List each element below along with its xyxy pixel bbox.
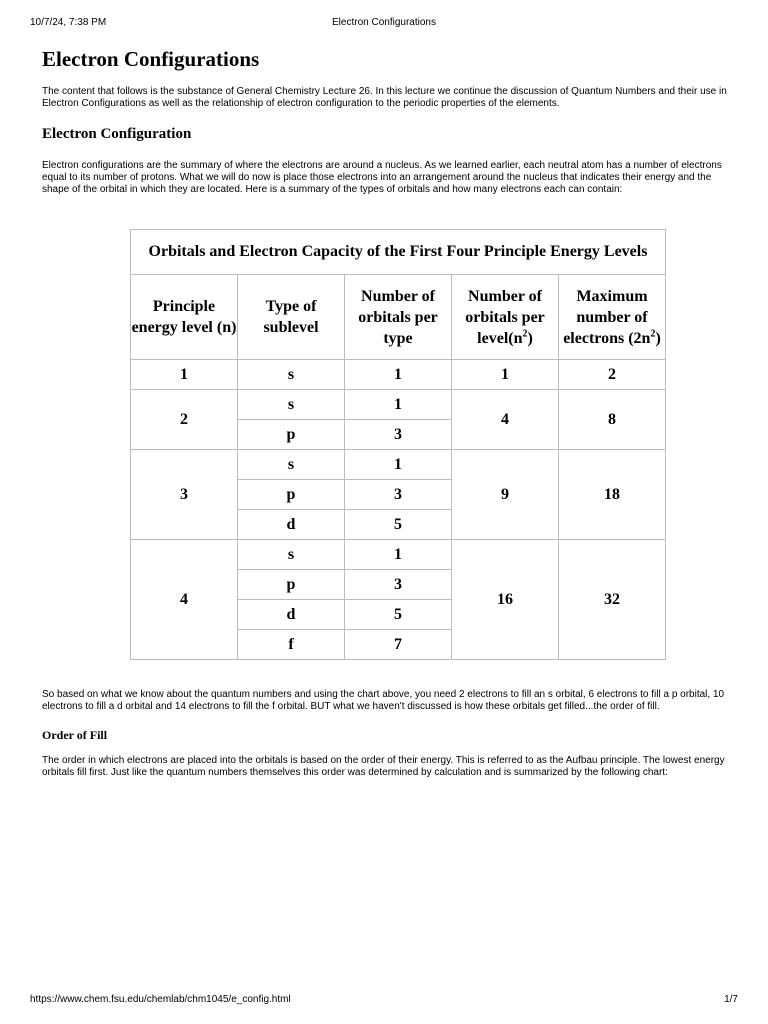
header-max-electrons — [559, 275, 666, 360]
orbitals-per-type-cell: 3 — [345, 480, 452, 510]
table-caption: Orbitals and Electron Capacity of the First Four Principle Energy Levels — [131, 230, 666, 275]
table-row — [131, 360, 666, 390]
after-table-paragraph: So based on what we know about the quantum numbers and using the chart above, you need 2 electrons to fill an s orbital, 6 electrons to fill a p orbital, 10 electrons to fill a d orbital and 14 electrons to fill the f orbital. BUT what we haven't discussed is how these orbitals get filled...the order of fill. — [42, 689, 725, 712]
orbitals-per-type-cell: 7 — [345, 630, 452, 660]
header-orbitals-per-level-sup: 2 — [522, 328, 528, 340]
orbitals-per-level-cell: 4 — [452, 390, 559, 450]
page-title: Electron Configurations — [42, 47, 260, 71]
sublevel-cell: p — [238, 480, 345, 510]
orbitals-per-type-cell: 1 — [345, 360, 452, 390]
sublevel-cell: p — [238, 420, 345, 450]
orbitals-per-type-cell: 1 — [345, 540, 452, 570]
sublevel-cell: s — [238, 450, 345, 480]
orbital-capacity-table — [130, 229, 666, 660]
sublevel-cell: s — [238, 390, 345, 420]
header-orbitals-per-level-text: Number of orbitals per level(n — [465, 287, 545, 347]
header-principle-energy-level: Principle energy level (n) — [131, 275, 238, 360]
print-page-number: 1/7 — [724, 994, 738, 1005]
max-electrons-cell: 18 — [559, 450, 666, 540]
header-max-electrons-sup: 2 — [650, 328, 656, 340]
sublevel-cell: d — [238, 600, 345, 630]
print-url: https://www.chem.fsu.edu/chemlab/chm1045/e_config.html — [30, 994, 291, 1005]
print-page-title: Electron Configurations — [332, 17, 436, 28]
section-heading-electron-configuration: Electron Configuration — [42, 126, 192, 142]
header-max-electrons-end: ) — [655, 329, 661, 347]
order-of-fill-paragraph: The order in which electrons are placed into the orbitals is based on the order of their energy. This is referred to as the Aufbau principle. The lowest energy orbitals fill first. Just like the quantum numbers themselves this order was determined by calculation and is summarized by the following chart: — [42, 755, 725, 778]
max-electrons-cell: 2 — [559, 360, 666, 390]
table-row — [131, 540, 666, 570]
orbitals-per-type-cell: 1 — [345, 390, 452, 420]
sublevel-cell: d — [238, 510, 345, 540]
header-orbitals-per-type: Number of orbitals per type — [345, 275, 452, 360]
header-orbitals-per-level-end: ) — [527, 329, 533, 347]
orbitals-per-level-cell: 9 — [452, 450, 559, 540]
section-heading-order-of-fill: Order of Fill — [42, 728, 108, 742]
sublevel-cell: s — [238, 360, 345, 390]
level-cell: 2 — [131, 390, 238, 450]
orbitals-per-type-cell: 5 — [345, 510, 452, 540]
electron-configuration-paragraph: Electron configurations are the summary of where the electrons are around a nucleus. As we learned earlier, each neutral atom has a number of electrons equal to its number of protons. What we will do now is place those electrons into an arrangement around the nucleus that indicates their energy and the shape of the orbital in which they are located. Here is a summary of the types of orbitals and how many electrons each can contain: — [42, 160, 722, 195]
orbitals-per-level-cell: 1 — [452, 360, 559, 390]
sublevel-cell: p — [238, 570, 345, 600]
sublevel-cell: f — [238, 630, 345, 660]
sublevel-cell: s — [238, 540, 345, 570]
article-continued — [42, 689, 732, 793]
max-electrons-cell: 32 — [559, 540, 666, 660]
table-header-row — [131, 275, 666, 360]
level-cell: 3 — [131, 450, 238, 540]
orbitals-per-type-cell: 3 — [345, 420, 452, 450]
orbitals-per-level-cell: 16 — [452, 540, 559, 660]
level-cell: 4 — [131, 540, 238, 660]
header-orbitals-per-level — [452, 275, 559, 360]
max-electrons-cell: 8 — [559, 390, 666, 450]
header-type-of-sublevel: Type of sublevel — [238, 275, 345, 360]
article — [42, 45, 732, 210]
intro-paragraph: The content that follows is the substance of General Chemistry Lecture 26. In this lecture we continue the discussion of Quantum Numbers and their use in Electron Configurations as well as the relationship of electron configuration to the periodic properties of the elements. — [42, 86, 727, 109]
orbitals-per-type-cell: 1 — [345, 450, 452, 480]
header-max-electrons-text: Maximum number of electrons (2n — [563, 287, 651, 347]
print-datetime: 10/7/24, 7:38 PM — [30, 17, 107, 28]
orbitals-per-type-cell: 5 — [345, 600, 452, 630]
table-row — [131, 390, 666, 420]
orbitals-per-type-cell: 3 — [345, 570, 452, 600]
table-row — [131, 450, 666, 480]
level-cell: 1 — [131, 360, 238, 390]
orbital-capacity-table-wrapper — [130, 229, 666, 660]
